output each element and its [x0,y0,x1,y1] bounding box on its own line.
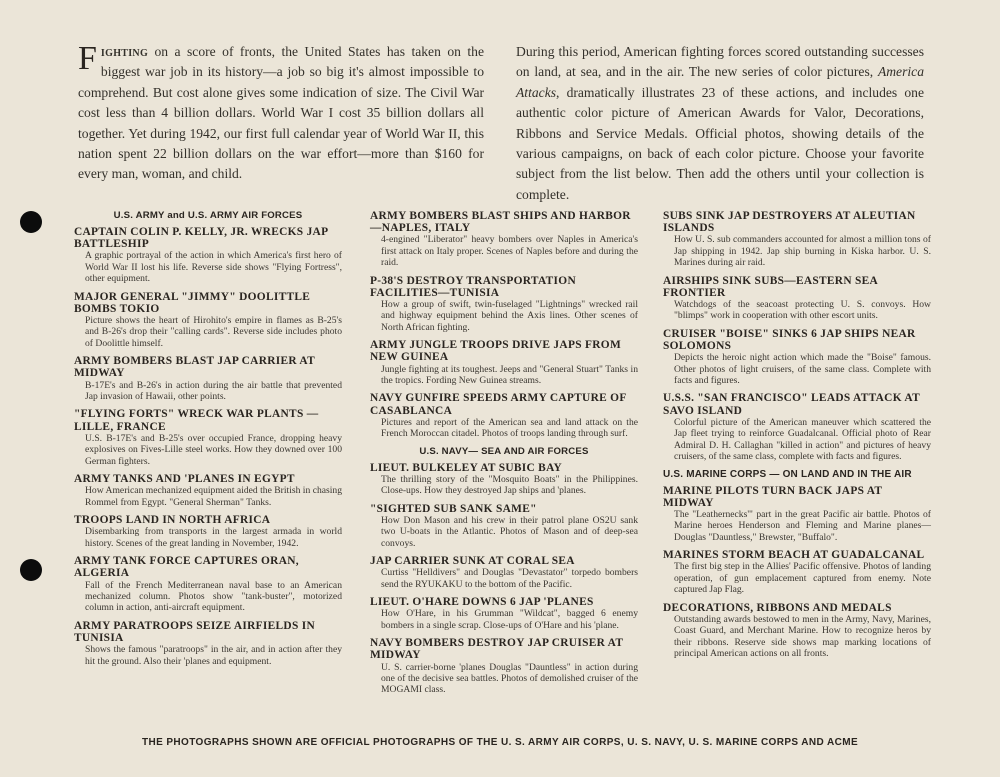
item-description: Outstanding awards bestowed to men in the Army, Navy, Marines, Coast Guard, and Merchant Marine. How to recognize heros by their ribbons. Reserve side shows map marking locations of principal American actions on all fronts. [674,613,931,659]
item-title: P-38'S DESTROY TRANSPORTATION FACILITIES—TUNISIA [370,274,576,299]
column-right [663,210,931,665]
item-title: ARMY BOMBERS BLAST JAP CARRIER AT MIDWAY [74,355,315,380]
item-description: B-17E's and B-26's in action during the air battle that prevented Jap invasion of Hawaii, other points. [85,379,342,403]
list-item [663,328,931,387]
item-description: Curtiss "Helldivers" and Douglas "Devastator" torpedo bombers send the RYUKAKU to the bottom of the Pacific. [381,567,638,590]
item-description: Depicts the heroic night action which made the "Boise" famous. Other photos of light cruisers, of the same class. Complete with facts and figures. [674,352,931,387]
item-title: CRUISER "BOISE" SINKS 6 JAP SHIPS NEAR SOLOMONS [663,327,916,353]
list-item [370,596,638,631]
list-item [663,485,931,544]
item-title: JAP CARRIER SUNK AT CORAL SEA [370,555,575,568]
list-item [663,392,931,462]
item-description: Picture shows the heart of Hirohito's empire in flames as B-25's and B-26's drop their "calling cards". Reverse side includes photo of Doolittle himself. [85,315,342,349]
item-description: Shows the famous "paratroops" in the air, and in action after they hit the ground. Also their 'planes and equipment. [85,644,342,667]
item-description: How Don Mason and his crew in their patrol plane OS2U sank two U-boats in the Atlantic. Photos of Mason and of deep-sea convoys. [381,514,638,549]
item-description: U.S. B-17E's and B-25's over occupied France, dropping heavy explosives on Fives-Lille steel works. How they downed over 100 German fighters. [85,432,342,467]
item-list-navy-continued [663,210,931,463]
item-title: ARMY JUNGLE TROOPS DRIVE JAPS FROM NEW GUINEA [370,339,621,364]
list-item [663,210,931,269]
list-item [74,555,342,614]
item-description: How O'Hare, in his Grumman "Wildcat", bagged 6 enemy bombers in a single scrap. Close-ups of O'Hare and his 'plane. [381,608,638,631]
list-item [74,473,342,508]
binder-hole-top [20,211,42,233]
item-description: The "Leathernecks'" part in the great Pacific air battle. Photos of Marine heroes Henderson and Fleming and Marine planes—Douglas "Dauntless," Brewster, "Buffalo". [674,508,931,543]
item-list-marine [663,485,931,660]
intro-right-paragraph [516,42,924,205]
item-title: MARINES STORM BEACH AT GUADALCANAL [663,549,925,562]
item-title: AIRSHIPS SINK SUBS—EASTERN SEA FRONTIER [663,274,878,299]
item-title: U.S.S. "SAN FRANCISCO" LEADS ATTACK AT SAVO ISLAND [663,392,920,417]
item-description: How U. S. sub commanders accounted for almost a million tons of Jap shipping in 1942. Jap ship burning in Kiska harbor. U. S. Marines during air raid. [674,234,931,269]
item-title: ARMY PARATROOPS SEIZE AIRFIELDS IN TUNISIA [74,619,315,644]
item-description: Pictures and report of the American sea and land attack on the French Moroccan citadel. Photos of troops landing through surf. [381,416,638,440]
item-title: LIEUT. BULKELEY AT SUBIC BAY [370,461,563,474]
item-title: "FLYING FORTS" WRECK WAR PLANTS —LILLE, FRANCE [74,408,319,433]
list-item [74,408,342,467]
item-title: MARINE PILOTS TURN BACK JAPS AT MIDWAY [663,484,883,509]
section-heading-army: U.S. ARMY and U.S. ARMY AIR FORCES [113,210,303,221]
list-item [74,291,342,350]
list-item [74,514,342,549]
list-item [663,549,931,595]
intro-lead-word: ighting [100,44,149,59]
binder-hole-bottom [20,559,42,581]
list-item [370,210,638,269]
list-item [370,339,638,386]
item-title: MAJOR GENERAL "JIMMY" DOOLITTLE BOMBS TOKIO [74,290,311,315]
series-title: America Attacks [516,64,924,100]
list-item [370,503,638,549]
item-title: CAPTAIN COLIN P. KELLY, JR. WRECKS JAP BATTLESHIP [74,226,328,251]
item-list-army [74,226,342,667]
item-description: The thrilling story of the "Mosquito Boats" in the Philippines. Close-ups. How they destroyed Jap ships and 'planes. [381,473,638,497]
intro-left-text: on a score of fronts, the United States has taken on the biggest war job in its history—a job so big it's almost impossible to comprehend. But cost alone gives some indication of size. The Civil War cost less than 4 billion dollars. World War I cost 35 billion dollars all together. Yet during 1942, our first full calendar year of World War II, this nation spent 22 billion dollars on the war effort—more than $160 for every man, woman, and child. [78,44,484,182]
item-description: How a group of swift, twin-fuselaged "Lightnings" wrecked rail and highway equipment behind the Axis lines. Other scenes of North African fighting. [381,299,638,333]
item-title: TROOPS LAND IN NORTH AFRICA [74,514,271,527]
footer-credit: THE PHOTOGRAPHS SHOWN ARE OFFICIAL PHOTOGRAPHS OF THE U. S. ARMY AIR CORPS, U. S. NAVY, U. S. MARINE CORPS AND ACME [141,737,859,748]
item-description: A graphic portrayal of the action in which America's first hero of World War II lost his life. Reverse side shows "Flying Fortress", other equipment. [85,250,342,285]
item-description: The first big step in the Allies' Pacific offensive. Photos of landing operation, of gun emplacement captured from enemy. Note captured Jap Flag. [674,561,931,596]
list-item [663,275,931,322]
list-item [370,555,638,590]
item-title: NAVY BOMBERS DESTROY JAP CRUISER AT MIDWAY [370,637,624,662]
intro-right-text-2: , dramatically illustrates 23 of these actions, and includes one authentic color picture of American Awards for Valor, Decorations, Ribbons and Service Medals. Official photos, showing details of the various campaigns, on back of each color picture. Choose your favorite subject from the list below. Then add the others until your collection is complete. [516,84,924,202]
list-item [663,602,931,660]
item-title: SUBS SINK JAP DESTROYERS AT ALEUTIAN ISLANDS [663,210,916,235]
section-heading-marine: U.S. MARINE CORPS — ON LAND AND IN THE AIR [663,468,912,480]
item-list-army-continued [370,210,638,440]
list-item [74,620,342,667]
list-item [74,226,342,285]
item-description: Colorful picture of the American maneuver which scattered the Jap fleet trying to reinforce Guadalcanal. Official photo of Rear Admiral D. H. Callaghan "killed in action" and pictures of heavy cruisers, of the same class, complete with facts and figures. [674,416,931,463]
list-item [74,355,342,402]
intro-left-paragraph [78,42,484,185]
item-title: LIEUT. O'HARE DOWNS 6 JAP 'PLANES [370,596,594,609]
item-description: 4-engined "Liberator" heavy bombers over Naples in America's first attack on Italy proper. Scenes of Naples before and during the raid. [381,234,638,269]
column-middle [370,210,638,702]
list-item [370,275,638,334]
item-title: DECORATIONS, RIBBONS AND MEDALS [663,601,892,614]
item-title: "SIGHTED SUB SANK SAME" [370,502,537,515]
item-description: U. S. carrier-borne 'planes Douglas "Dauntless" in action during one of the decisive sea battles. Photos of demolished cruiser of the MOGAMI class. [381,661,638,696]
column-army [74,210,342,673]
intro-right-text-1: During this period, American fighting forces scored outstanding successes on land, at sea, and in the air. The new series of color pictures, [516,44,924,80]
section-heading-navy: U.S. NAVY— SEA AND AIR FORCES [419,445,589,457]
item-description: Disembarking from transports in the largest armada in world history. Scenes of the great landing in November, 1942. [85,526,342,549]
item-description: How American mechanized equipment aided the British in chasing Rommel from Egypt. "General Sherman" Tanks. [85,485,342,508]
list-item [370,462,638,497]
item-description: Jungle fighting at its toughest. Jeeps and "General Stuart" Tanks in the tropics. Fording New Guinea streams. [381,363,638,387]
drop-cap: F [78,40,97,77]
item-description: Watchdogs of the seacoast protecting U. S. convoys. How "blimps" work in cooperation with other escort units. [674,299,931,322]
item-title: NAVY GUNFIRE SPEEDS ARMY CAPTURE OF CASABLANCA [370,392,627,417]
item-title: ARMY TANKS AND 'PLANES IN EGYPT [74,473,295,486]
item-title: ARMY TANK FORCE CAPTURES ORAN, ALGERIA [74,555,299,580]
item-description: Fall of the French Mediterranean naval base to an American mechanized column. Photos show "tank-buster", motorized column in action, anti-aircraft equipment. [85,579,342,614]
list-item [370,392,638,439]
item-list-navy [370,462,638,696]
list-item [370,637,638,696]
item-title: ARMY BOMBERS BLAST SHIPS AND HARBOR—NAPLES, ITALY [370,210,631,235]
